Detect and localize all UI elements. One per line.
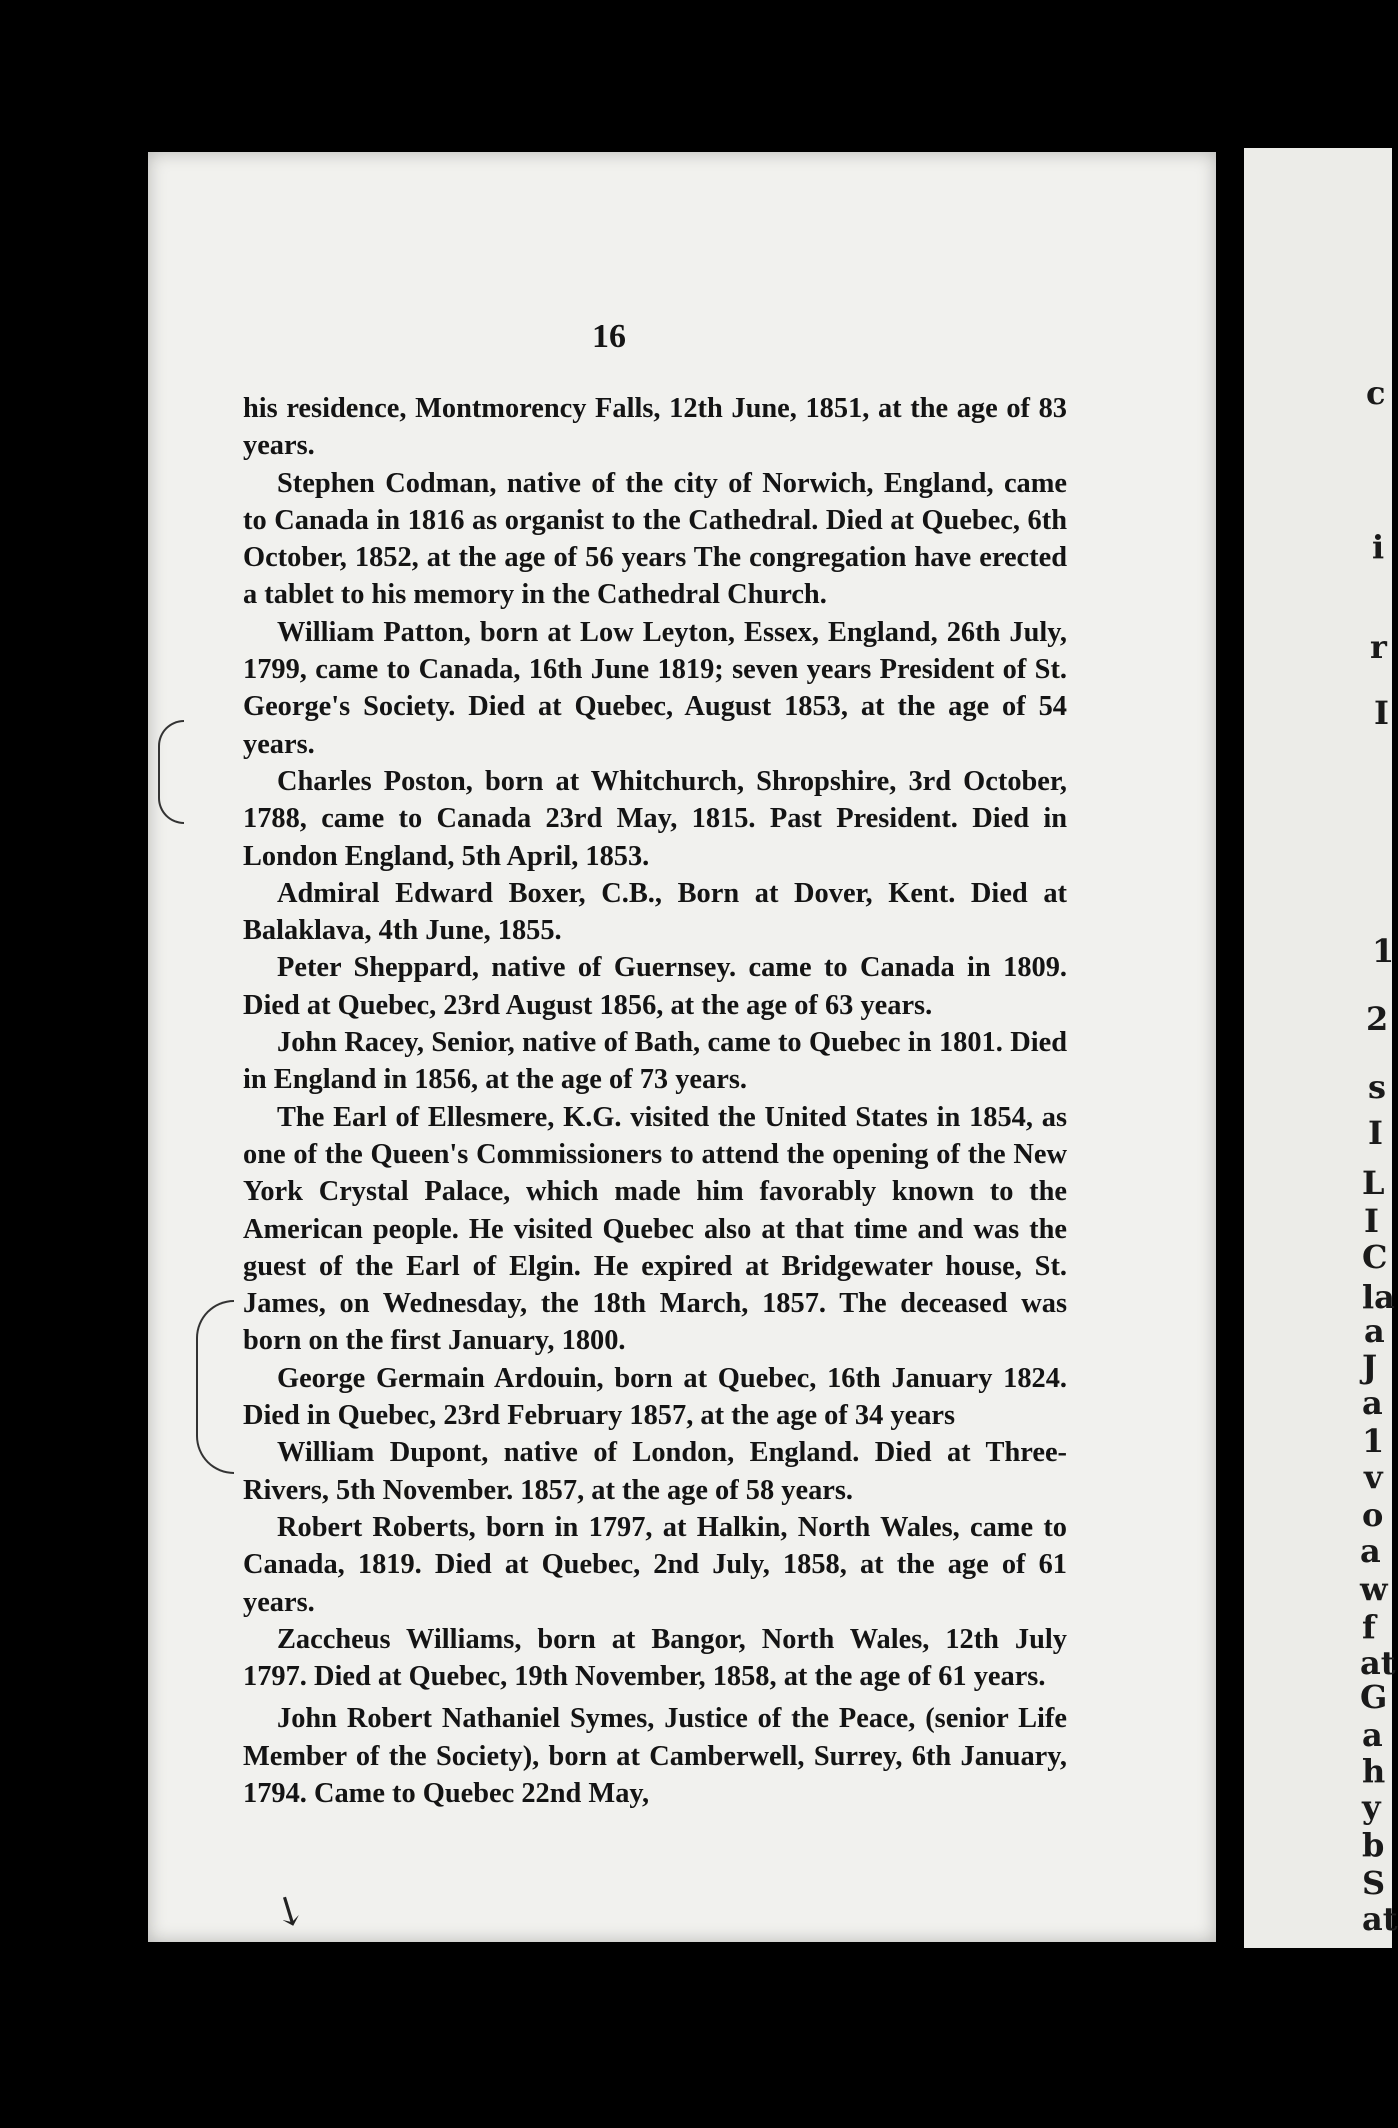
entry-paragraph: George Germain Ardouin, born at Quebec, 16th January 1824. Died in Quebec, 23rd February 1857, at the age of 34 years — [243, 1362, 1067, 1432]
adjacent-page-fragment: la — [1362, 1278, 1395, 1316]
adjacent-page-fragment: I — [1364, 1202, 1379, 1240]
entry-paragraph: his residence, Montmorency Falls, 12th June, 1851, at the age of 83 years. — [243, 393, 1067, 462]
entry-paragraph: Charles Poston, born at Whitchurch, Shropshire, 3rd October, 1788, came to Canada 23rd May, 1815. Past President. Died in London England, 5th April, 1853. — [243, 765, 1067, 872]
adjacent-page-fragment: 1 — [1362, 1422, 1385, 1460]
adjacent-page-fragment: at — [1362, 1900, 1398, 1938]
entry-paragraph: John Robert Nathaniel Symes, Justice of the Peace, (senior Life Member of the Society), born at Camberwell, Surrey, 6th January, 1794. Came to Quebec 22nd May, — [243, 1703, 1067, 1809]
adjacent-page-fragment: h — [1362, 1752, 1386, 1790]
adjacent-page-fragment: c — [1366, 374, 1386, 412]
adjacent-page-fragment: S — [1362, 1864, 1386, 1902]
adjacent-page-edge — [1244, 148, 1398, 1948]
entry-paragraph: Zaccheus Williams, born at Bangor, North Wales, 12th July 1797. Died at Quebec, 19th November, 1858, at the age of 61 years. — [243, 1623, 1067, 1693]
adjacent-page-fragment: b — [1362, 1826, 1385, 1864]
entry-paragraph: Admiral Edward Boxer, C.B., Born at Dover, Kent. Died at Balaklava, 4th June, 1855. — [243, 877, 1067, 947]
adjacent-page-fragment: v — [1364, 1458, 1383, 1496]
adjacent-page-fragment: a — [1364, 1312, 1385, 1350]
adjacent-page-fragment: G — [1360, 1678, 1388, 1716]
adjacent-page-fragment: w — [1360, 1570, 1388, 1608]
adjacent-page-fragment: i — [1372, 528, 1385, 566]
adjacent-page-fragment: o — [1362, 1496, 1384, 1534]
entry-paragraph: William Dupont, native of London, England. Died at Three-Rivers, 5th November. 1857, at the age of 58 years. — [243, 1437, 1067, 1506]
adjacent-page-fragment: a — [1360, 1532, 1381, 1570]
adjacent-page-fragment: r — [1370, 628, 1387, 666]
adjacent-page-fragment: L — [1362, 1164, 1385, 1202]
adjacent-page-fragment: I — [1368, 1114, 1383, 1152]
adjacent-page-fragment: a — [1362, 1716, 1383, 1754]
adjacent-page-fragment: C — [1362, 1238, 1388, 1276]
adjacent-page-fragment: at — [1360, 1644, 1396, 1682]
adjacent-page-fragment: y — [1362, 1788, 1381, 1826]
entry-paragraph: Robert Roberts, born in 1797, at Halkin, North Wales, came to Canada, 1819. Died at Quebec, 2nd July, 1858, at the age of 61 years. — [243, 1511, 1067, 1618]
page-number: 16 — [592, 318, 626, 355]
adjacent-page-fragment: I — [1374, 694, 1389, 732]
margin-pencil-mark — [158, 720, 184, 824]
entry-paragraph: Peter Sheppard, native of Guernsey. came to Canada in 1809. Died at Quebec, 23rd August 1856, at the age of 63 years. — [243, 952, 1067, 1021]
entry-paragraph: The Earl of Ellesmere, K.G. visited the United States in 1854, as one of the Queen's Commissioners to attend the opening of the New York Crystal Palace, which made him favorably known to the American people. He visited Quebec also at that time and was the guest of the Earl of Elgin. He expired at Bridgewater house, St. James, on Wednesday, the 18th March, 1857. The deceased was born on the first January, 1800. — [243, 1101, 1067, 1357]
adjacent-page-fragment: f — [1362, 1608, 1376, 1646]
adjacent-page-fragment: a — [1362, 1384, 1383, 1422]
adjacent-page-fragment: s — [1368, 1068, 1387, 1106]
entry-paragraph: William Patton, born at Low Leyton, Essex, England, 26th July, 1799, came to Canada, 16th June 1819; seven years President of St. George's Society. Died at Quebec, August 1853, at the age of 54 years. — [243, 616, 1067, 760]
adjacent-page-fragment: 1 — [1372, 932, 1395, 970]
page-text — [243, 390, 1067, 1812]
entry-paragraph: John Racey, Senior, native of Bath, came to Quebec in 1801. Died in England in 1856, at the age of 73 years. — [243, 1027, 1067, 1096]
pencil-scribble: ↘ — [263, 1882, 315, 1940]
adjacent-page-fragment: J — [1362, 1348, 1378, 1386]
adjacent-page-fragment: 2 — [1366, 1000, 1389, 1038]
entry-paragraph: Stephen Codman, native of the city of Norwich, England, came to Canada in 1816 as organist to the Cathedral. Died at Quebec, 6th October, 1852, at the age of 56 years The congregation have erected a tablet to his memory in the Cathedral Church. — [243, 467, 1067, 611]
margin-pencil-mark — [196, 1300, 234, 1474]
